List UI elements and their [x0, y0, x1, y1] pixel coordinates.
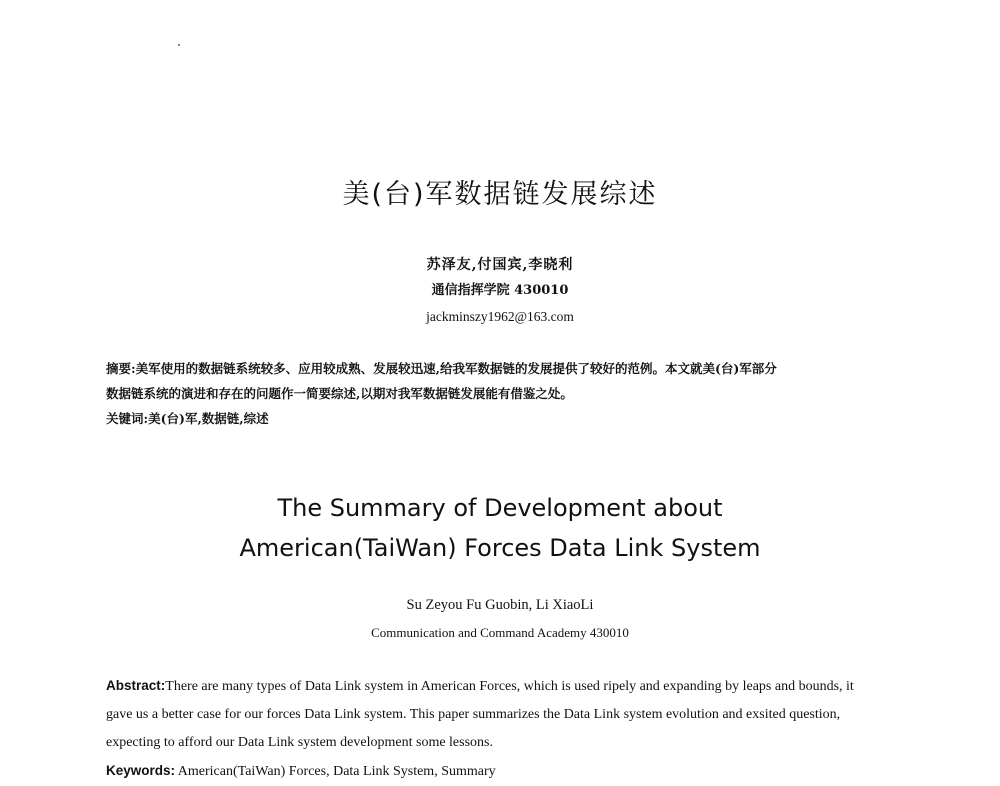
- english-title: [0, 488, 1000, 568]
- english-abstract-line-2: gave us a better case for our forces Data Link system. This paper summarizes the Data Link system evolution and exsited question,: [106, 707, 841, 722]
- english-abstract: [106, 672, 912, 786]
- english-keywords-label: Keywords:: [106, 763, 176, 778]
- scan-speck: [178, 44, 180, 46]
- chinese-title: 美(台)军数据链发展综述: [342, 179, 658, 210]
- english-abstract-line-3: expecting to afford our Data Link system development some lessons.: [106, 735, 493, 750]
- english-title-line-1: The Summary of Development about: [277, 494, 723, 522]
- chinese-author-block: [0, 252, 1000, 330]
- english-keywords-text: American(TaiWan) Forces, Data Link System, Summary: [177, 764, 496, 779]
- chinese-abstract-line-1: [106, 356, 912, 381]
- english-authors: Su Zeyou Fu Guobin, Li XiaoLi: [406, 597, 594, 613]
- chinese-abstract-label: 摘要:: [106, 361, 136, 376]
- english-abstract-label: Abstract:: [106, 678, 166, 693]
- chinese-abstract-line-2: 数据链系统的演进和存在的问题作一简要综述,以期对我军数据链发展能有借鉴之处。: [106, 386, 573, 401]
- chinese-keywords: [106, 406, 912, 431]
- english-affiliation: Communication and Command Academy 430010: [371, 625, 629, 640]
- chinese-affiliation: 通信指挥学院 430010: [431, 283, 569, 298]
- english-title-line-2: American(TaiWan) Forces Data Link System: [239, 534, 761, 562]
- chinese-keywords-text: 美(台)军,数据链,综述: [148, 411, 269, 426]
- english-keywords: [106, 757, 912, 786]
- english-author-block: [0, 592, 1000, 646]
- chinese-keywords-label: 关键词:: [106, 411, 149, 426]
- english-abstract-text-1: There are many types of Data Link system in American Forces, which is used ripely and expanding by leaps and bounds, it: [165, 679, 854, 694]
- chinese-authors: 苏泽友,付国宾,李晓利: [426, 257, 574, 273]
- english-abstract-line-1: [106, 672, 912, 701]
- author-email: jackminszy1962@163.com: [426, 309, 574, 324]
- chinese-abstract-text-1: 美军使用的数据链系统较多、应用较成熟、发展较迅速,给我军数据链的发展提供了较好的范例。本文就美(台)军部分: [135, 361, 777, 376]
- chinese-abstract: [106, 356, 912, 431]
